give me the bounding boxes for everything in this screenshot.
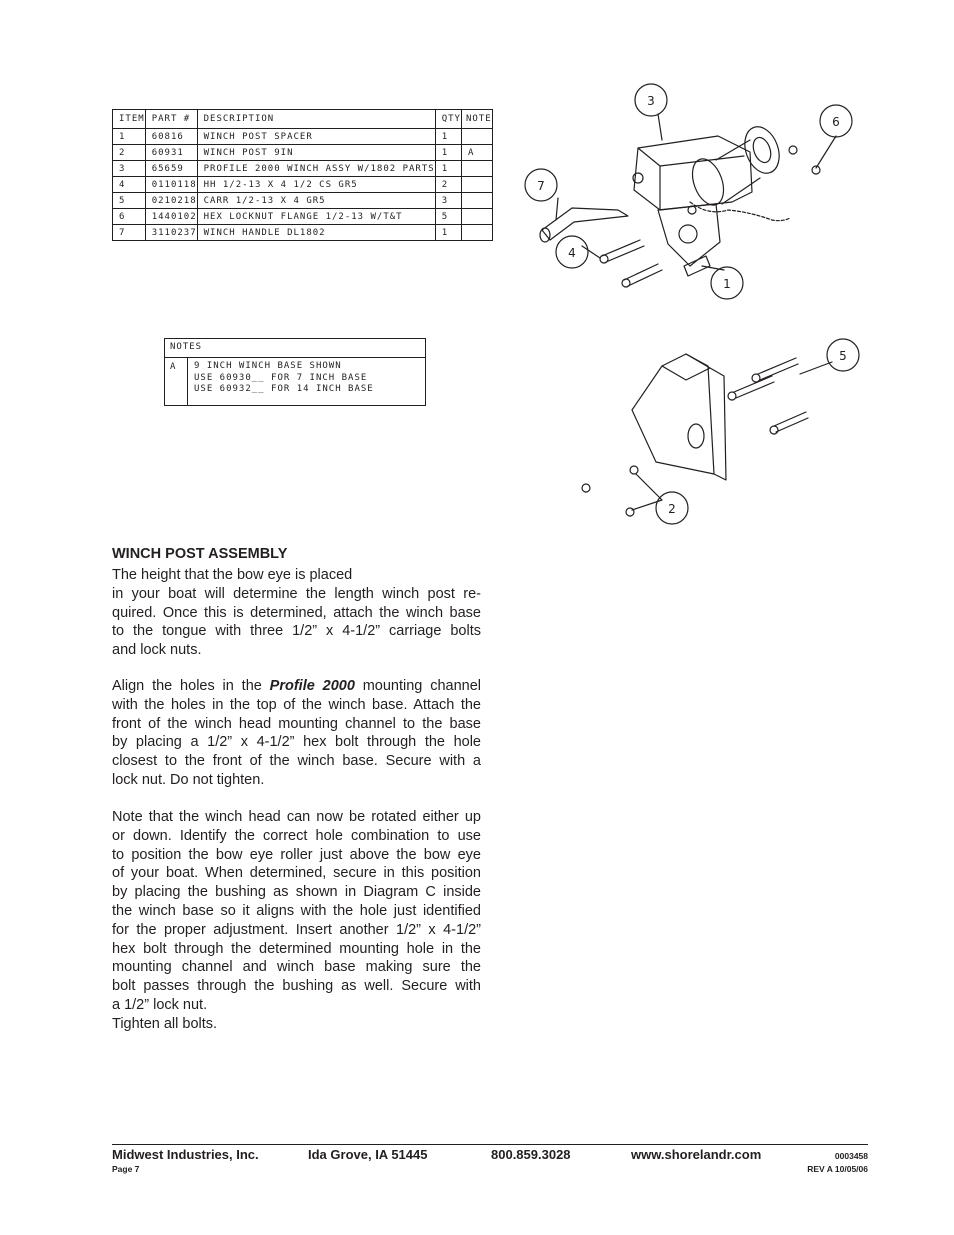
header-item: ITEM [113,110,146,129]
cell-item: 3 [113,161,146,177]
footer-doc-number: 0003458 [834,1151,868,1161]
text-line: the winch base so it aligns with the hole just identified [112,902,481,919]
text-line: by placing a 1/2” x 4-1/2” hex bolt through the hole [112,734,481,751]
cell-item: 4 [113,177,146,193]
footer-page-number: Page 7 [112,1164,140,1174]
cell-qty: 1 [435,145,461,161]
cell-item: 5 [113,193,146,209]
cell-part: 60816 [145,129,197,145]
winch-handle [542,208,628,240]
exploded-assembly-diagram [510,70,890,530]
locknut [582,484,590,492]
callout-label-1: 1 [723,277,731,291]
bow-eye-roller [739,122,785,178]
paragraph-2 [112,677,481,790]
table-row [113,225,493,241]
text-line: hex bolt through the determined mounting hole in the [112,940,481,957]
notes-line: USE 60930__ FOR 7 INCH BASE [194,372,368,383]
footer-company: Midwest Industries, Inc. [112,1147,259,1162]
cell-qty: 3 [435,193,461,209]
winch-post-base-edge [662,366,710,380]
table-row [113,161,493,177]
text-line: The height that the bow eye is placed [112,567,353,583]
text-line: to the tongue with three 1/2” x 4-1/2” carriage bolts [112,623,481,640]
cell-description: CARR 1/2-13 X 4 GR5 [197,193,435,209]
cell-qty: 2 [435,177,461,193]
cell-qty: 1 [435,161,461,177]
text-line: Tighten all bolts. [112,1015,218,1032]
locknut [789,146,797,154]
cell-part: 0210218 [145,193,197,209]
carriage-bolt-head [728,392,736,400]
winch-post-base-side [686,354,726,480]
notes-header [165,339,425,358]
header-part: PART # [145,110,197,129]
text-line: for the proper adjustment. Insert another 1/2” x 4-1/2” [112,921,481,938]
carriage-bolt [774,412,808,432]
text-line: of your boat. When determined, secure in this position [112,865,481,882]
cell-item: 7 [113,225,146,241]
footer-revision: REV A 10/05/06 [807,1164,868,1174]
cell-note [461,209,492,225]
winch-housing-edge [638,148,744,166]
callout-label-3: 3 [647,94,655,108]
cell-part: 60931 [145,145,197,161]
section-heading: WINCH POST ASSEMBLY [112,546,288,562]
leader-line [816,136,836,168]
callout-label-4: 4 [568,246,576,260]
cell-description: WINCH POST 9IN [197,145,435,161]
text-line: Note that the winch head can now be rotated either up [112,809,481,825]
winch-handle-end [540,228,550,242]
cell-note [461,161,492,177]
cell-qty: 5 [435,209,461,225]
table-row [113,209,493,225]
callout-label-5: 5 [839,349,847,363]
locknut [630,466,638,474]
text-segment: mounting channel [354,678,481,694]
winch-post-spacer [684,256,710,276]
cell-part: 65659 [145,161,197,177]
leader-line [632,474,662,510]
cell-note [461,193,492,209]
leader-line [556,198,558,220]
notes-text [194,361,374,396]
header-description: DESCRIPTION [197,110,435,129]
table-row [113,193,493,209]
notes-header-label: NOTES [170,342,203,352]
footer-phone: 800.859.3028 [491,1147,571,1162]
leader-line [658,114,662,140]
text-line: closest to the front of the winch base. Secure with a [112,753,481,770]
text-line: front of the winch head mounting channel to the base [112,715,481,732]
header-note: NOTE [461,110,492,129]
footer-website[interactable]: www.shorelandr.com [631,1147,762,1162]
leader-line [582,246,600,258]
cell-item: 2 [113,145,146,161]
text-line: or down. Identify the correct hole combination to use [112,827,481,844]
product-name: Profile 2000 [269,678,355,694]
winch-post-base-bushing [688,424,704,448]
footer-city: Ida Grove, IA 51445 [308,1147,428,1162]
notes-letter-cell [165,358,188,405]
notes-line: USE 60932__ FOR 14 INCH BASE [194,384,374,394]
winch-knob [633,173,643,183]
carriage-bolt-head [770,426,778,434]
notes-letter: A [170,362,177,372]
cell-description: WINCH POST SPACER [197,129,435,145]
cell-note [461,177,492,193]
callout-label-2: 2 [668,502,676,516]
cell-note [461,225,492,241]
cell-qty: 1 [435,225,461,241]
cell-description: HEX LOCKNUT FLANGE 1/2-13 W/T&T [197,209,435,225]
text-line: mounting channel and winch base making sure the [112,959,481,976]
paragraph-3 [112,808,481,1034]
text-line: by placing the bushing as shown in Diagram C inside [112,884,481,901]
text-segment: Align the holes in the [112,678,270,694]
header-qty: QTY [435,110,461,129]
cell-item: 1 [113,129,146,145]
carriage-bolt-head [752,374,760,382]
cell-description: WINCH HANDLE DL1802 [197,225,435,241]
callout-label-7: 7 [537,179,545,193]
footer-rule [112,1144,868,1145]
parts-table [112,109,493,241]
hex-bolt-head [600,255,608,263]
text-line: and lock nuts. [112,642,202,659]
cell-qty: 1 [435,129,461,145]
cell-part: 1440102 [145,209,197,225]
callout-label-6: 6 [832,115,840,129]
cell-part: 0110118 [145,177,197,193]
text-line: lock nut. Do not tighten. [112,771,265,788]
table-row [113,129,493,145]
leader-line [800,362,832,374]
paragraph-1 [112,566,481,660]
notes-line: 9 INCH WINCH BASE SHOWN [194,361,342,371]
table-row [113,177,493,193]
notes-table [164,338,426,406]
text-line: bolt passes through the bushing as well. Secure with [112,978,481,995]
cell-description: HH 1/2-13 X 4 1/2 CS GR5 [197,177,435,193]
cell-part: 3110237 [145,225,197,241]
table-row [113,145,493,161]
text-line: to position the bow eye roller just above the bow eye [112,846,481,863]
carriage-bolt [758,358,798,380]
hex-bolt-head [622,279,630,287]
text-line: quired. Once this is determined, attach the winch base [112,604,481,621]
text-line [112,677,481,696]
cell-note: A [461,145,492,161]
bow-eye-roller-core [750,135,774,165]
winch-drum [687,155,730,210]
cell-description: PROFILE 2000 WINCH ASSY W/1802 PARTS [197,161,435,177]
carriage-bolt [734,376,774,398]
cell-item: 6 [113,209,146,225]
cell-note [461,129,492,145]
text-line: in your boat will determine the length winch post re- [112,585,481,602]
text-line: with the holes in the top of the winch base. Attach the [112,696,481,713]
parts-table-header [113,110,493,129]
text-line: a 1/2” lock nut. [112,996,208,1013]
mounting-plate-hole [679,225,697,243]
